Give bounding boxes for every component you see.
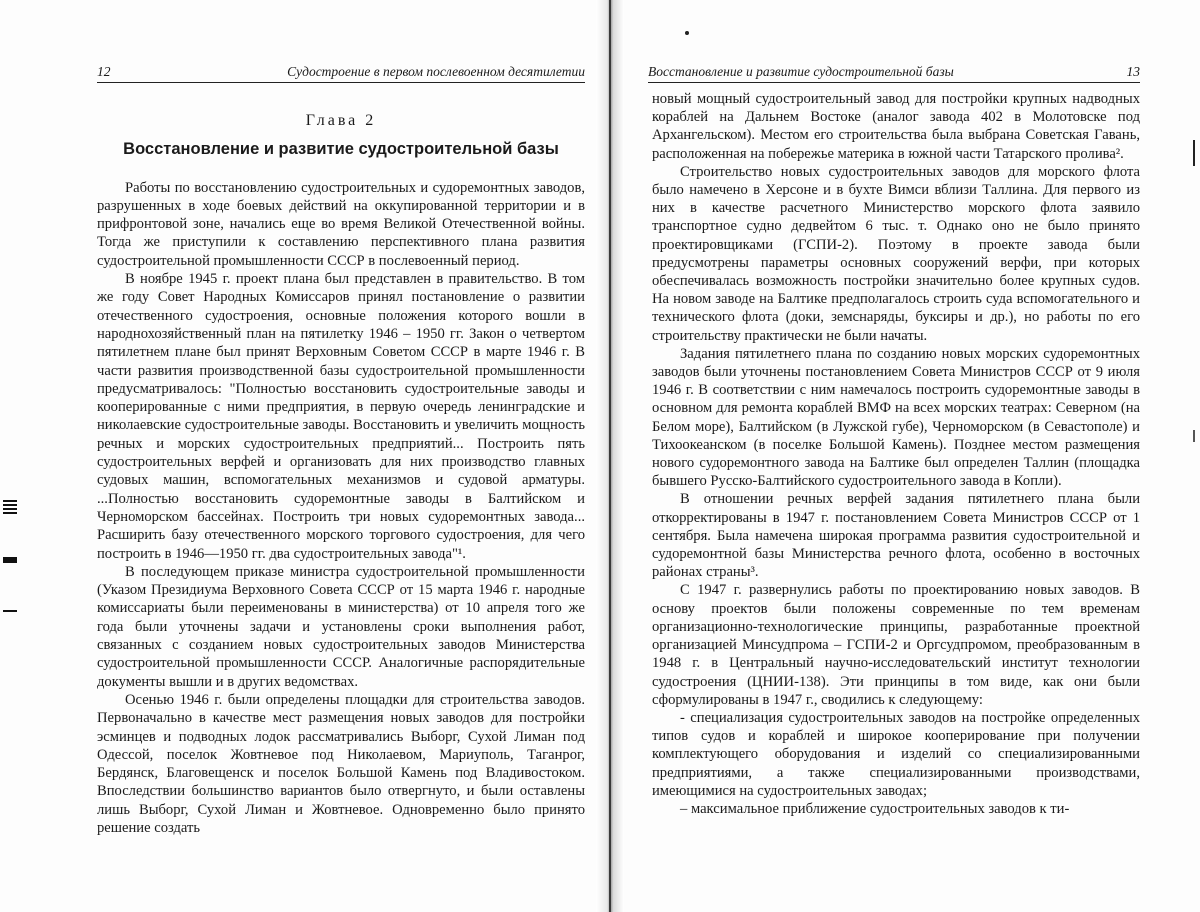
scan-edge-mark (1193, 430, 1195, 442)
paragraph: С 1947 г. развернулись работы по проектированию новых заводов. В основу проектов были положены современные по тем временам организационно-технологические принципы, разработанные проектной организацией Минсудпрома – ГСПИ-2 и Оргсудпромом, преобразованным в 1948 г. в Центральный научно-исследовательский институт технологии судостроения (ЦНИИ-138). Эти принципы в том виде, как они были сформулированы в 1947 г., сводились к следующему: (652, 582, 1140, 708)
scan-speck (685, 31, 689, 35)
right-page-body (652, 90, 1140, 818)
paragraph: В последующем приказе министра судостроительной промышленности (Указом Президиума Верховного Совета СССР от 15 марта 1946 г. народные комиссариаты были переименованы в министерства) от 10 апреля того же года были уточнены задачи и установлены сроки выполнения работ, связанных с созданием новых судостроительных заводов Министерства судостроительной промышленности СССР. Аналогичные распорядительные документы вышли и в других ведомствах. (97, 563, 585, 690)
list-item: - специализация судостроительных заводов на постройке определенных типов судов и кораблей и широкое кооперирование при получении комплектующего оборудования и изделий со специализированными предприятиями, а также специализированными производствами, имеющимися на судостроительных заводах; (652, 709, 1140, 799)
paragraph: В отношении речных верфей задания пятилетнего плана были откорректированы в 1947 г. постановлением Совета Министров СССР от 1 сентября. Была намечена широкая программа развития судостроительной и судоремонтной базы Министерства речного флота, особенно в восточных районах страны³. (652, 491, 1140, 581)
scan-edge-mark (3, 610, 17, 612)
paragraph: Строительство новых судостроительных заводов для морского флота было намечено в Херсоне и в бухте Вимси вблизи Таллина. Для первого из них в качестве расчетного Министерство морского флота заявило транспортное судно дедвейтом 6 тыс. т. Однако оно не было принято проектировщиками (ГСПИ-2). Поэтому в проекте завода были предусмотрены параметры основных сооружений верфи, при которых обеспечивалась возможность постройки значительно более крупных судов. На новом заводе на Балтике предполагалось строить суда вспомогательного и технического флота (доки, земснаряды, буксиры и др.), но работы по его строительству практически не были начаты. (652, 163, 1140, 344)
chapter-label: Глава 2 (305, 112, 377, 129)
scan-edge-mark (1193, 140, 1195, 166)
paragraph: Задания пятилетнего плана по созданию новых морских судоремонтных заводов были уточнены постановлением Совета Министров СССР от 9 июля 1946 г. В соответствии с ним намечалось построить судоремонтные заводы в основном для ремонта кораблей ВМФ на всех морских театрах: Северном (на Белом море), Балтийском (в Лужской губе), Черноморском (в Севастополе) и Тихоокеанском (в поселке Большой Камень). Позднее местом размещения нового судоремонтного завода на Балтике был определен Таллин (площадка бывшего Русско-Балтийского судостроительного завода в Копли). (652, 345, 1140, 490)
right-running-head (648, 64, 1140, 83)
book-spine-line (609, 0, 611, 912)
scan-edge-mark (3, 500, 17, 516)
left-running-head (97, 64, 585, 83)
paragraph: новый мощный судостроительный завод для постройки крупных надводных кораблей на Дальнем Востоке (аналог завода 402 в Молотовске под Архангельском). Местом его строительства была выбрана Советская Гавань, расположенная на побережье материка в южной части Татарского пролива². (652, 91, 1140, 162)
paragraph: В ноябре 1945 г. проект плана был представлен в правительство. В том же году Совет Народных Комиссаров принял постановление о развитии отечественного судостроения, основные положения которого вошли в народнохозяйственный план на пятилетку 1946 – 1950 гг. Закон о четвертом пятилетнем плане был принят Верховным Советом СССР в марте 1946 г. В части развития производственной базы судостроительной промышленности предусматривалось: "Полностью восстановить судостроительные заводы и кооперированные с ними предприятия, в первую очередь ленинградские и николаевские судостроительные заводы. Восстановить и увеличить мощность речных и морских судостроительных предприятий... Построить пять судостроительных верфей и организовать для них производство главных судовых машин, вспомогательных механизмов и судовой арматуры. ...Полностью восстановить судоремонтные заводы в Балтийском и Черноморском бассейнах. Построить три новых судоремонтных завода... Расширить базу отечественного морского торгового судостроения, для чего построить в 1946—1950 гг. два судостроительных завода"¹. (97, 271, 585, 562)
left-running-title: Судостроение в первом послевоенном десятилетии (287, 64, 585, 79)
scan-edge-mark (3, 557, 17, 563)
left-page-number: 12 (97, 64, 111, 79)
paragraph: Осенью 1946 г. были определены площадки для строительства заводов. Первоначально в качестве мест размещения новых заводов для постройки эсминцев и подводных лодок рассматривались Выборг, Сухой Лиман под Одессой, поселок Жовтневое под Николаевом, Мариуполь, Таганрог, Бердянск, Благовещенск и поселок Большой Камень под Владивостоком. Впоследствии большинство вариантов было отвергнуто, и были оставлены лишь Выборг, Сухой Лиман и Жовтневое. Одновременно было принято решение создать (97, 691, 585, 836)
paragraph: Работы по восстановлению судостроительных и судоремонтных заводов, разрушенных в ходе боевых действий на оккупированной территории и в прифронтовой зоне, начались еще во время Великой Отечественной войны. Тогда же приступили к составлению перспективного плана развития судостроительной промышленности СССР в послевоенный период. (97, 179, 585, 269)
right-running-title: Восстановление и развитие судостроительной базы (648, 64, 954, 79)
left-page-body (97, 112, 585, 837)
chapter-title: Восстановление и развитие судостроительной базы (123, 140, 559, 159)
right-page-number: 13 (1126, 64, 1140, 79)
list-item: – максимальное приближение судостроительных заводов к ти- (680, 800, 1070, 817)
